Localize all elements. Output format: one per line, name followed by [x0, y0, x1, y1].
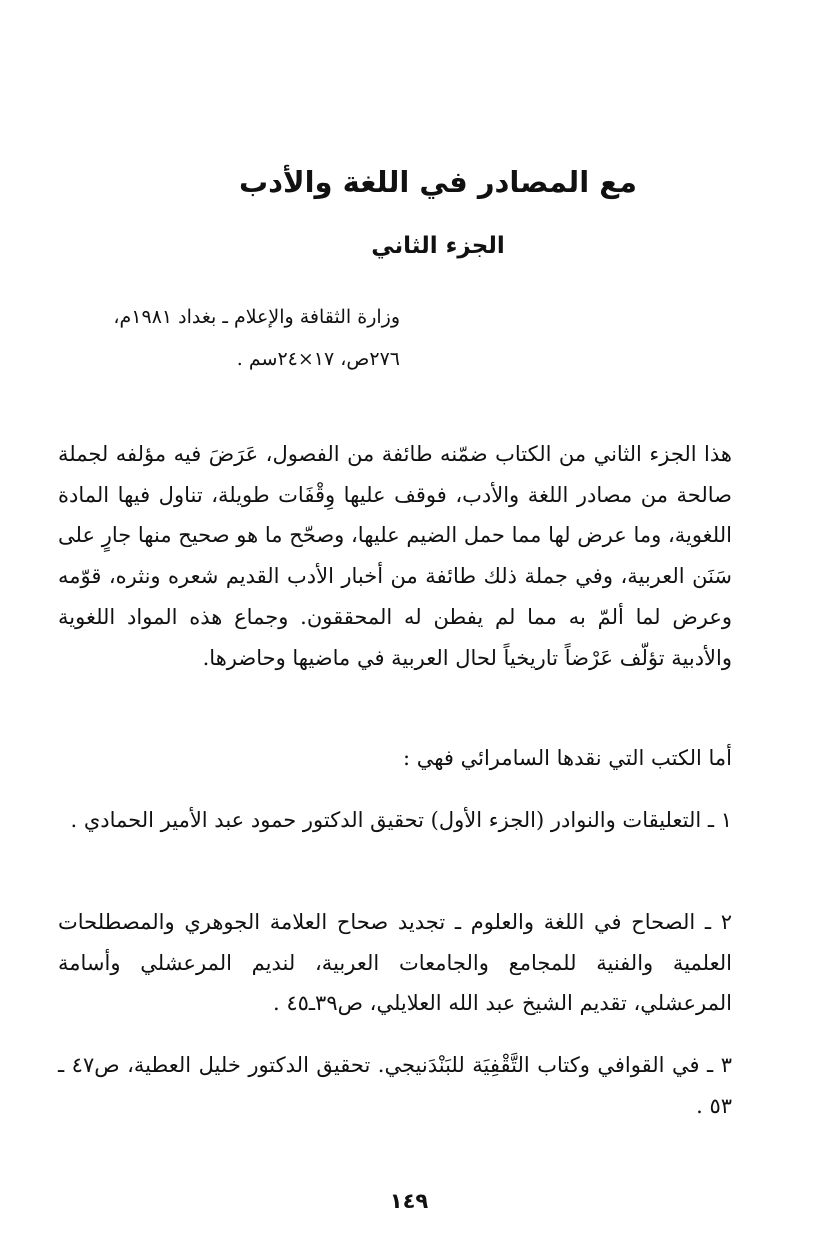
book-item-2: ٢ ـ الصحاح في اللغة والعلوم ـ تجديد صحاح العلامة الجوهري والمصطلحات العلمية والفنية للمجامع والجامعات العربية، لنديم المرعشلي وأسامة المرعشلي، تقديم الشيخ عبد الله العلايلي، ص٣٩ـ٤٥ .	[58, 910, 732, 1016]
book-item-1: ١ ـ التعليقات والنوادر (الجزء الأول) تحقيق الدكتور حمود عبد الأمير الحمادي .	[70, 808, 732, 832]
publication-line-1: وزارة الثقافة والإعلام ـ بغداد ١٩٨١م،	[113, 306, 400, 328]
book-item-3: ٣ ـ في القوافي وكتاب التَّقْفِيَة للبَنْدَنيجي. تحقيق الدكتور خليل العطية، ص٤٧ ـ ٥٣ .	[58, 1053, 732, 1118]
publication-info	[60, 296, 400, 380]
books-intro-paragraph: أما الكتب التي نقدها السامرائي فهي :	[402, 746, 732, 770]
page-number: ١٤٩	[389, 1189, 429, 1213]
page-subtitle: الجزء الثاني	[371, 233, 505, 259]
intro-paragraph: هذا الجزء الثاني من الكتاب ضمّنه طائفة من الفصول، عَرَضَ فيه مؤلفه لجملة صالحة من مصادر اللغة والأدب، فوقف عليها وِقْفَات طويلة، تناول فيها المادة اللغوية، وما عرض لها مما حمل الضيم عليها، وصحّح ما هو صحيح منها جارٍ على سَنَن العربية، وفي جملة ذلك طائفة من أخبار الأدب القديم شعره ونثره، قوّمه وعرض لما ألمّ به مما لم يفطن له المحققون. وجماع هذه المواد اللغوية والأدبية تؤلّف عَرْضاً تاريخياً لحال العربية في ماضيها وحاضرها.	[58, 442, 732, 670]
page-title: مع المصادر في اللغة والأدب	[239, 165, 637, 199]
publication-line-2: ٢٧٦ص، ١٧×٢٤سم .	[236, 348, 400, 370]
